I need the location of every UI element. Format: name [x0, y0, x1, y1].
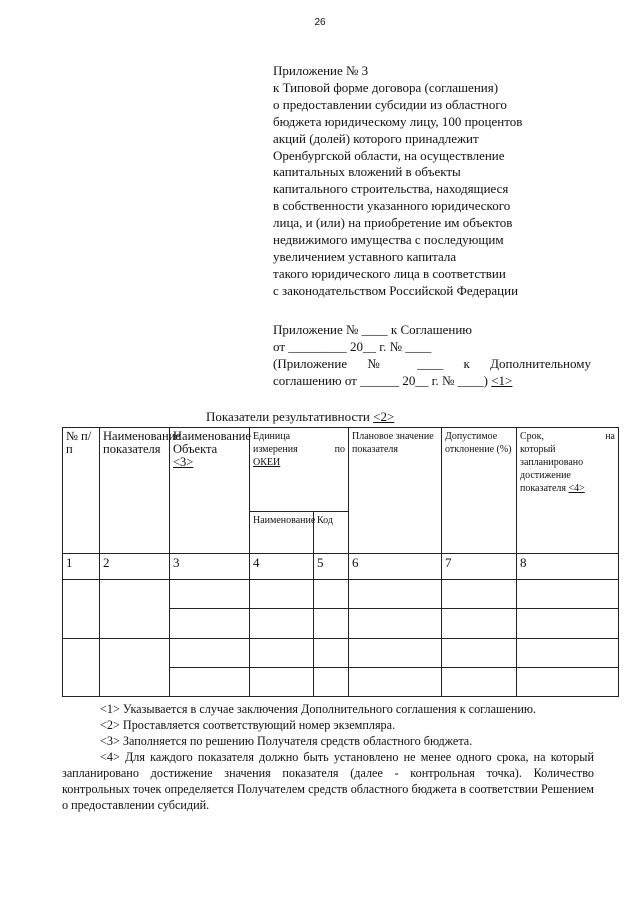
empty-cell	[170, 638, 250, 667]
header-indicator: Наименование показателя	[100, 428, 170, 554]
empty-cell	[349, 609, 442, 638]
empty-cell	[517, 609, 619, 638]
appendix-line: бюджета юридическому лицу, 100 процентов	[273, 113, 523, 129]
header-unit-line1: Единица	[253, 431, 291, 442]
empty-cell	[442, 638, 517, 667]
appendix-line: к Типовой форме договора (соглашения)	[273, 79, 499, 95]
empty-cell	[250, 580, 314, 609]
appendix-line: Приложение № 3	[273, 63, 369, 78]
table-row	[63, 638, 619, 667]
column-number: 4	[250, 553, 314, 579]
appendix-header	[273, 63, 593, 300]
agreement-line-1: Приложение № ____ к Соглашению	[273, 322, 472, 337]
appendix-line: увеличением уставного капитала	[273, 248, 457, 264]
appendix-line: в собственности указанного юридического	[273, 198, 511, 214]
header-unit-by: по	[334, 444, 345, 455]
empty-cell	[442, 580, 517, 609]
appendix-line: о предоставлении субсидии из областного	[273, 96, 507, 112]
footnote-1: <1> Указывается в случае заключения Дополнительного соглашения к соглашению.	[100, 702, 537, 716]
agreement-line-2: от _________ 20__ г. № ____	[273, 338, 432, 354]
empty-cell	[100, 638, 170, 696]
appendix-line: акций (долей) которого принадлежит	[273, 130, 479, 146]
empty-cell	[314, 580, 349, 609]
empty-cell	[250, 667, 314, 696]
header-deadline-line1	[520, 430, 615, 443]
appendix-line: такого юридического лица в соответствии	[273, 265, 506, 281]
header-unit-line2	[253, 443, 345, 456]
agreement-line-3: (Приложение № ____ к Дополнительному	[273, 355, 591, 371]
empty-cell	[250, 638, 314, 667]
table-row	[63, 580, 619, 609]
column-number: 2	[100, 553, 170, 579]
appendix-line: капитального строительства, находящиеся	[273, 181, 509, 197]
footnote-link-3[interactable]: <3>	[173, 455, 194, 469]
column-number: 5	[314, 553, 349, 579]
appendix-line: лица, и (или) на приобретение им объектов	[273, 215, 513, 231]
column-number: 7	[442, 553, 517, 579]
header-unit-word: измерения	[253, 444, 298, 455]
empty-cell	[100, 580, 170, 638]
header-object	[170, 428, 250, 554]
indicators-table	[62, 427, 619, 697]
appendix-line: Оренбургской области, на осуществление	[273, 147, 505, 163]
footnote-4: <4> Для каждого показателя должно быть установлено не менее одного срока, на который запланировано достижение значения показателя (далее - контрольная точка). Количество контрольных точек определяется Получателем средств областного бюджета в соответствии Решением о предоставлении субсидий.	[62, 750, 594, 812]
header-row	[63, 428, 619, 512]
footnote-3: <3> Заполняется по решению Получателя средств областного бюджета.	[100, 734, 473, 748]
header-planned: Плановое значение показателя	[349, 428, 442, 554]
header-deadline-rest: который запланировано достижение показателя	[520, 444, 584, 494]
footnote-2: <2> Проставляется соответствующий номер экземпляра.	[100, 718, 396, 732]
header-unit-code: Код	[314, 511, 349, 553]
empty-cell	[63, 580, 100, 638]
column-number: 6	[349, 553, 442, 579]
empty-cell	[442, 609, 517, 638]
empty-cell	[442, 667, 517, 696]
empty-cell	[349, 580, 442, 609]
table-title-text: Показатели результативности	[206, 409, 374, 424]
header-deadline	[517, 428, 619, 554]
empty-cell	[314, 667, 349, 696]
empty-cell	[517, 580, 619, 609]
empty-cell	[314, 638, 349, 667]
page-number: 26	[314, 17, 326, 28]
header-unit-okei: ОКЕИ	[253, 457, 281, 468]
header-deadline-on: на	[605, 431, 615, 442]
empty-cell	[170, 580, 250, 609]
footnote-link-1[interactable]: <1>	[491, 372, 513, 388]
footnote-link-2[interactable]: <2>	[373, 409, 395, 424]
empty-cell	[250, 609, 314, 638]
header-unit-name: Наименование	[250, 511, 314, 553]
agreement-line-4-text: соглашению от ______ 20__ г. № ____)	[273, 372, 492, 388]
appendix-line: с законодательством Российской Федерации	[273, 282, 519, 298]
empty-cell	[170, 667, 250, 696]
empty-cell	[517, 638, 619, 667]
column-number: 8	[517, 553, 619, 579]
footnotes	[62, 701, 594, 813]
appendix-line: недвижимого имущества с последующим	[273, 232, 504, 248]
footnote-link-4[interactable]: <4>	[568, 483, 585, 494]
header-object-text: Наименование Объекта	[173, 429, 251, 456]
header-num: № п/п	[63, 428, 100, 554]
empty-cell	[170, 609, 250, 638]
header-deadline-word: Срок,	[520, 431, 545, 442]
empty-cell	[349, 667, 442, 696]
empty-cell	[349, 638, 442, 667]
column-number-row	[63, 553, 619, 579]
appendix-line: капитальных вложений в объекты	[273, 164, 461, 180]
header-deviation: Допустимое отклонение (%)	[442, 428, 517, 554]
column-number: 1	[63, 553, 100, 579]
empty-cell	[314, 609, 349, 638]
empty-cell	[63, 638, 100, 696]
header-unit	[250, 428, 349, 512]
column-number: 3	[170, 553, 250, 579]
empty-cell	[517, 667, 619, 696]
table-title	[206, 409, 394, 425]
agreement-reference	[273, 322, 591, 390]
agreement-line-4	[273, 373, 591, 390]
